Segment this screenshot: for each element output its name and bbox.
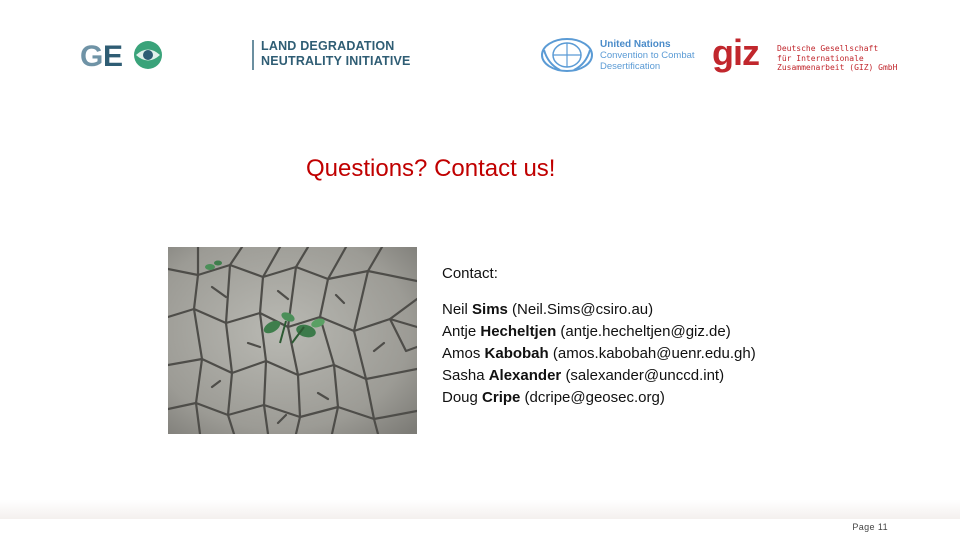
contact-person (442, 343, 756, 365)
first-name: Sasha (442, 367, 485, 384)
contact-block (442, 263, 756, 409)
first-name: Doug (442, 389, 478, 406)
first-name: Neil (442, 301, 468, 318)
email-link[interactable]: (antje.hecheltjen@giz.de) (560, 323, 731, 340)
svg-text:G: G (80, 40, 104, 72)
contact-person (442, 321, 756, 343)
last-name: Cripe (482, 389, 521, 406)
unccd-line-2: Convention to Combat (600, 50, 695, 61)
logo-divider (252, 40, 254, 70)
last-name: Sims (472, 301, 508, 318)
slide-title: Questions? Contact us! (306, 155, 556, 182)
footer (0, 519, 960, 540)
geo-line-1: LAND DEGRADATION (261, 39, 395, 53)
last-name: Alexander (488, 367, 562, 384)
last-name: Kabobah (484, 345, 549, 362)
page-number: Page 11 (852, 522, 888, 532)
geo-line-2: NEUTRALITY INITIATIVE (261, 54, 411, 68)
email-link[interactable]: (Neil.Sims@csiro.au) (512, 301, 654, 318)
contact-person (442, 387, 756, 409)
giz-logo (712, 32, 898, 74)
geo-mark-icon (80, 38, 170, 72)
email-link[interactable]: (amos.kabobah@uenr.edu.gh) (552, 345, 756, 362)
first-name: Amos (442, 345, 481, 362)
geo-ldn-logo (80, 38, 411, 72)
unccd-line-3: Desertification (600, 61, 661, 72)
contact-person (442, 299, 756, 321)
email-link[interactable]: (salexander@unccd.int) (565, 367, 725, 384)
giz-name (777, 44, 897, 73)
svg-text:E: E (103, 40, 124, 72)
unccd-logo (540, 38, 705, 72)
contact-label: Contact: (442, 265, 498, 282)
cracked-soil-seedling-photo (168, 247, 417, 434)
giz-line-2: für Internationale (777, 53, 864, 63)
giz-line-1: Deutsche Gesellschaft (777, 44, 879, 53)
un-emblem-icon (540, 38, 594, 74)
unccd-line-1: United Nations (600, 39, 671, 50)
footer-band (0, 500, 960, 520)
unccd-name (600, 39, 695, 72)
contact-person (442, 365, 756, 387)
geo-initiative-name (261, 39, 411, 69)
giz-line-3: Zusammenarbeit (GIZ) GmbH (777, 63, 898, 72)
last-name: Hecheltjen (480, 323, 557, 340)
first-name: Antje (442, 323, 477, 340)
email-link[interactable]: (dcripe@geosec.org) (524, 389, 665, 406)
giz-wordmark: giz (712, 32, 759, 73)
